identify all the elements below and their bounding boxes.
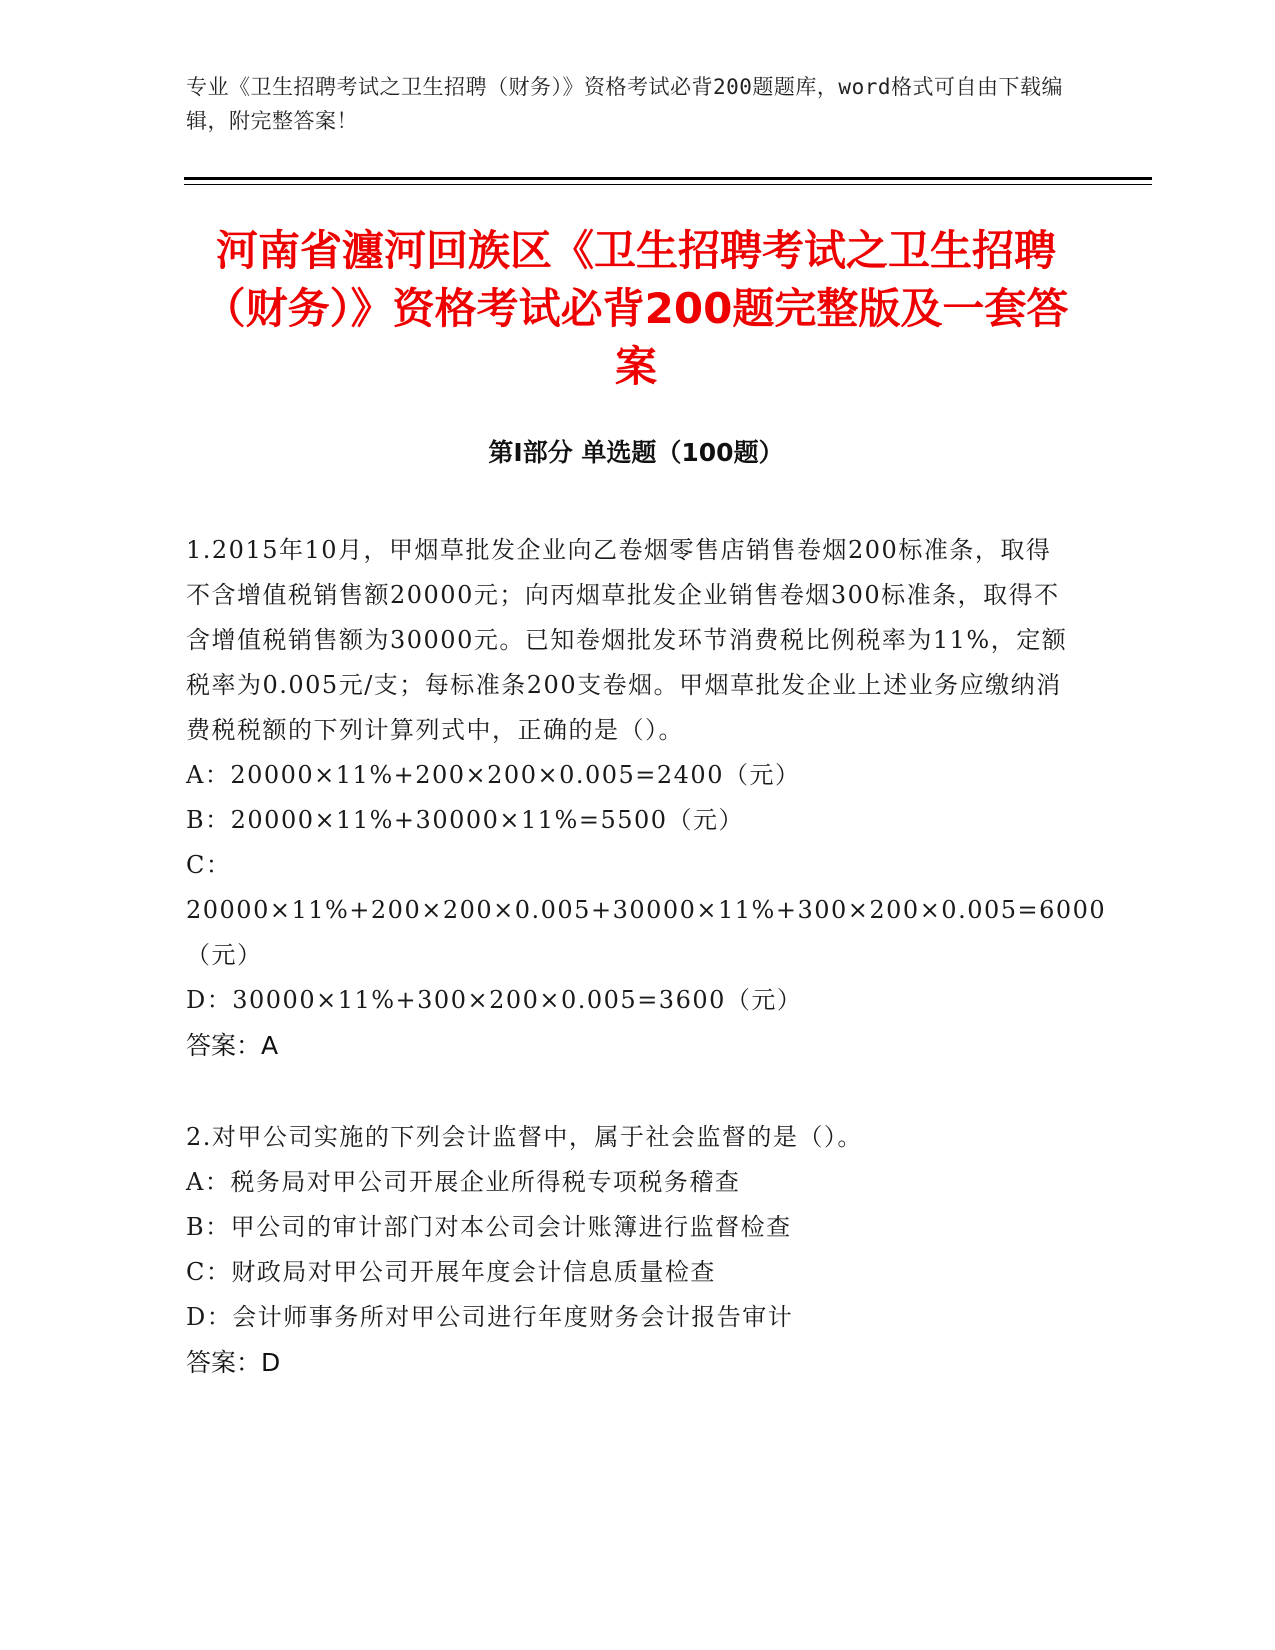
option-a: A：税务局对甲公司开展企业所得税专项税务稽查	[186, 1168, 741, 1196]
header-divider-thick	[184, 177, 1152, 180]
answer-label: 答案：A	[186, 1031, 279, 1060]
question-stem: 1.2015年10月，甲烟草批发企业向乙卷烟零售店销售卷烟200标准条，取得不含增值税销售额20000元；向丙烟草批发企业销售卷烟300标准条，取得不含增值税销售额为30000元。已知卷烟批发环节消费税比例税率为11%，定额税率为0.005元/支；每标准条200支卷烟。甲烟草批发企业上述业务应缴纳消费税税额的下列计算列式中，正确的是（）。	[186, 536, 1068, 744]
option-d: D：会计师事务所对甲公司进行年度财务会计报告审计	[186, 1303, 794, 1331]
header-note: 专业《卫生招聘考试之卫生招聘（财务）》资格考试必背200题题库，word格式可自由下载编辑，附完整答案！	[186, 75, 1063, 133]
option-a: A：20000×11%+200×200×0.005=2400（元）	[186, 761, 801, 789]
document-title: 河南省瀍河回族区《卫生招聘考试之卫生招聘（财务）》资格考试必背200题完整版及一套答案	[203, 226, 1069, 391]
question-1	[186, 528, 1107, 1069]
section-heading: 第Ⅰ部分 单选题（100题）	[488, 438, 784, 467]
option-c: C：20000×11%+200×200×0.005+30000×11%+300×200×0.005=6000（元）	[186, 851, 1107, 969]
question-stem: 2.对甲公司实施的下列会计监督中，属于社会监督的是（）。	[186, 1123, 863, 1151]
header-divider-thin	[184, 184, 1152, 185]
question-2	[186, 1115, 1076, 1386]
option-b: B：20000×11%+30000×11%=5500（元）	[186, 806, 745, 834]
option-b: B：甲公司的审计部门对本公司会计账簿进行监督检查	[186, 1213, 792, 1241]
answer-label: 答案：D	[186, 1348, 281, 1377]
question-list	[186, 528, 1107, 1432]
option-d: D：30000×11%+300×200×0.005=3600（元）	[186, 986, 803, 1014]
option-c: C：财政局对甲公司开展年度会计信息质量检查	[186, 1258, 716, 1286]
